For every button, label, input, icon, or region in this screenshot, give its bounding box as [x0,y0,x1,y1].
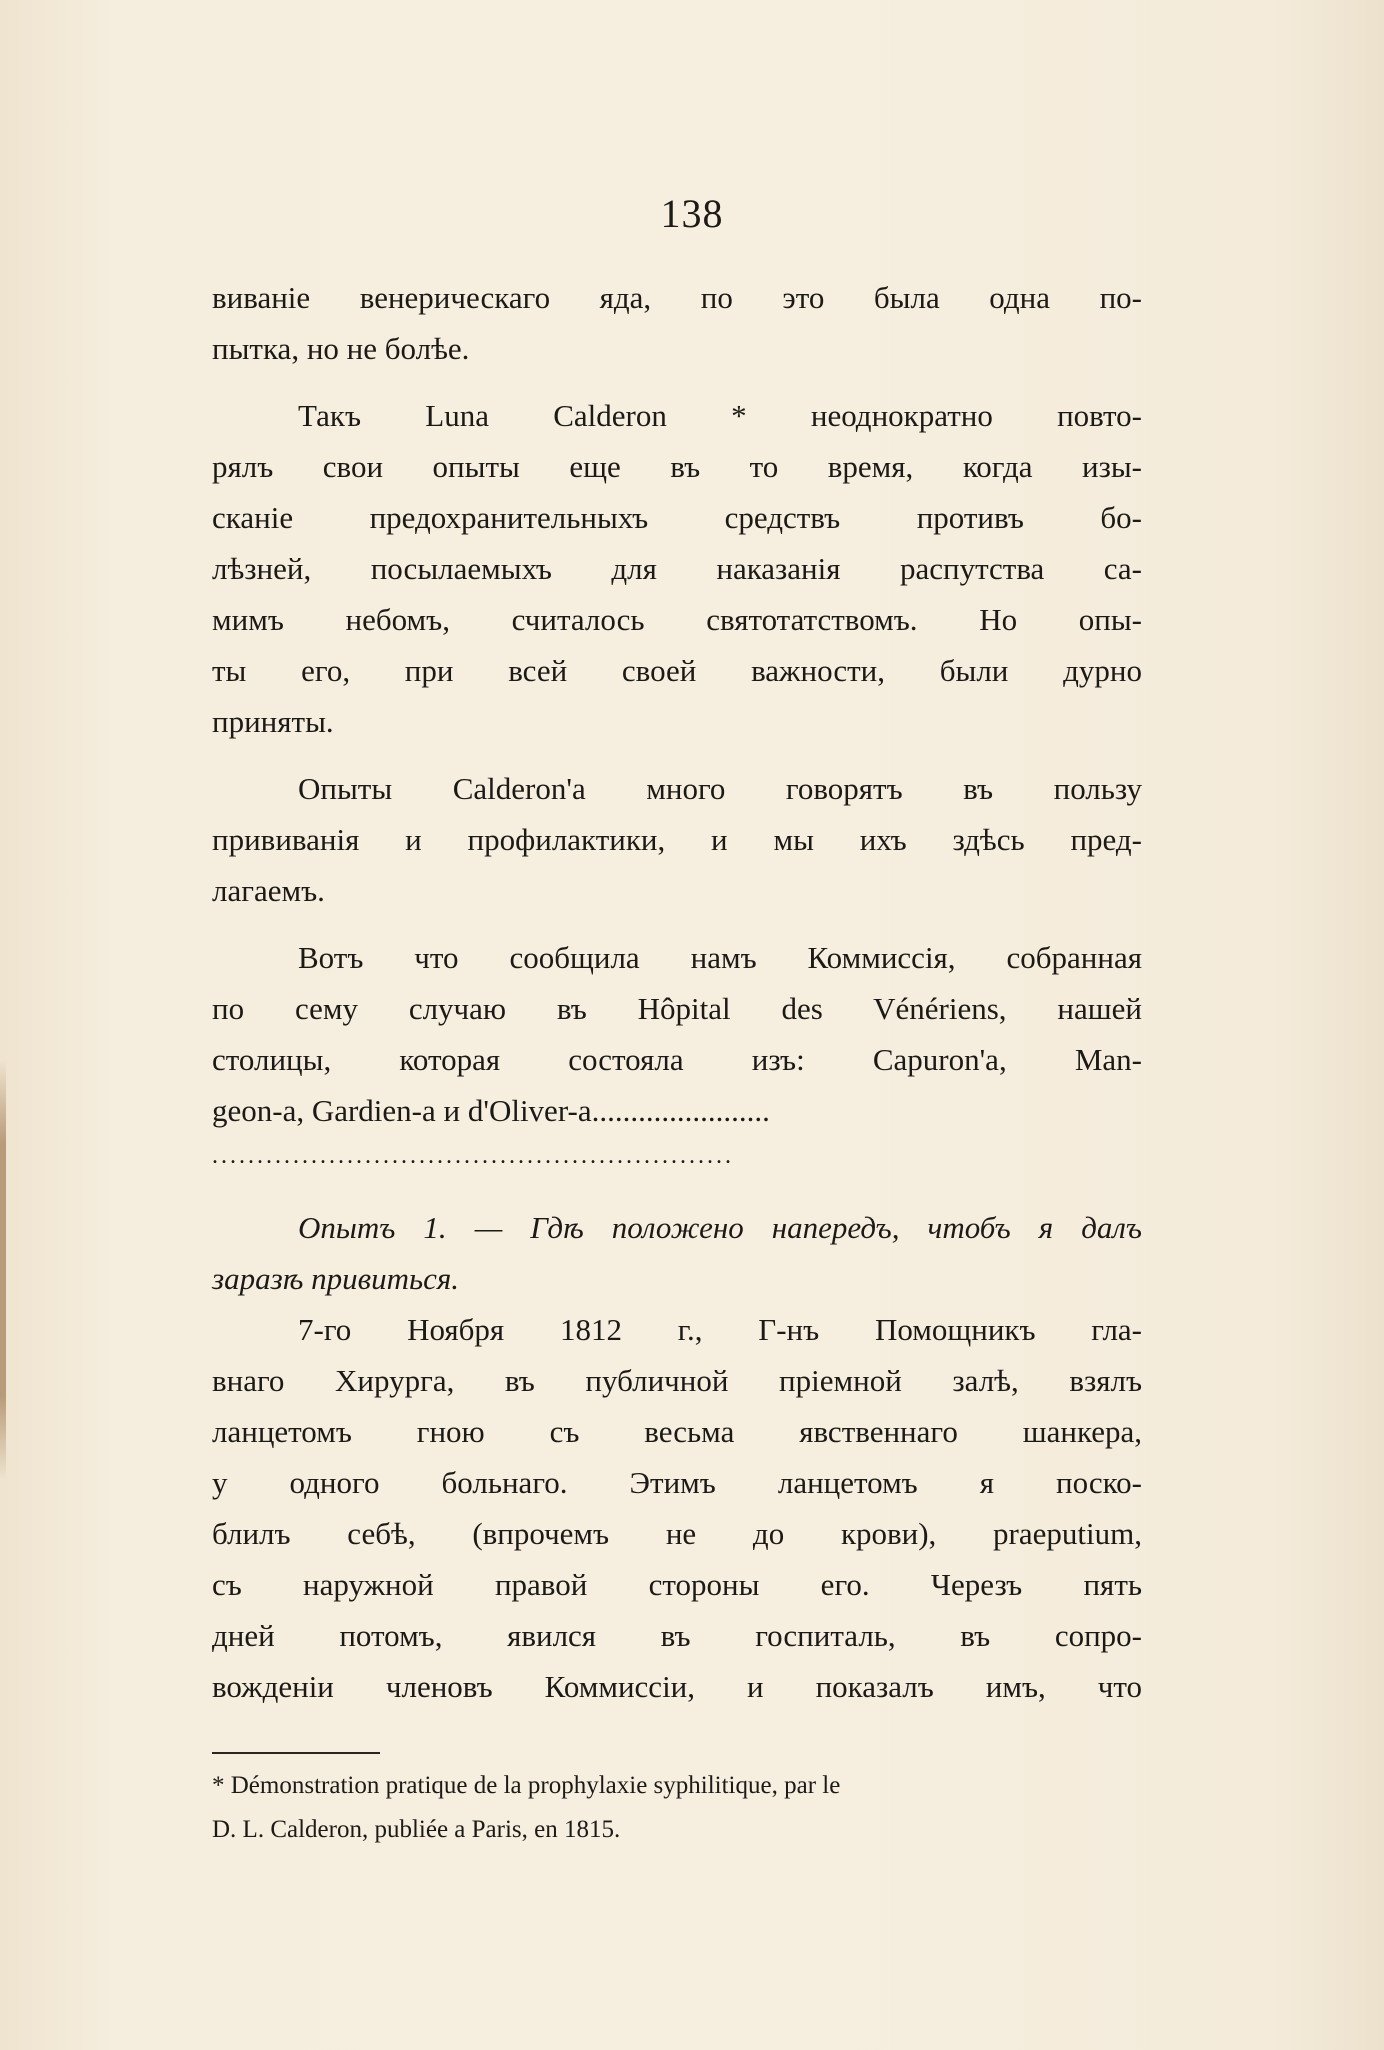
text-line: блилъ себѣ, (впрочемъ не до крови), praeputium, [212,1516,1142,1551]
paragraph-start: Такъ Luna Calderon * неоднократно повто- [298,398,1142,433]
text-line: лѣзней, посылаемыхъ для наказанія распутства са- [212,551,1142,586]
text-line: ты его, при всей своей важности, были дурно [212,653,1142,688]
text-line: съ наружной правой стороны его. Черезъ пять [212,1567,1142,1602]
text-line: лагаемъ. [212,873,325,908]
experiment-heading: Опытъ 1. — Гдѣ положено напередъ, чтобъ я далъ [298,1210,1142,1245]
text-line: виваніе венерическаго яда, по это была одна по- [212,280,1142,315]
paragraph-start: Опыты Calderon'а много говорятъ въ пользу [298,771,1142,806]
text-line-dotted: geon-а, Gardien-а и d'Oliver-а....................... [212,1093,770,1128]
paragraph-start: Вотъ что сообщила намъ Коммиссія, собранная [298,940,1142,975]
text-line: у одного больнаго. Этимъ ланцетомъ я поско- [212,1465,1142,1500]
binding-edge [0,1060,6,1480]
text-line: мимъ небомъ, считалось святотатствомъ. Но опы- [212,602,1142,637]
text-line: ланцетомъ гною съ весьма явственнаго шанкера, [212,1414,1142,1449]
text-line: дней потомъ, явился въ госпиталь, въ сопро- [212,1618,1142,1653]
text-line: столицы, которая состояла изъ: Capuron'а, Man- [212,1042,1142,1077]
experiment-heading-cont: заразѣ привиться. [212,1261,459,1296]
paragraph-start: 7-го Ноября 1812 г., Г-нъ Помощникъ гла- [298,1312,1142,1347]
footnote-line: D. L. Calderon, publiée a Paris, en 1815. [212,1816,621,1843]
footnote [212,1764,1142,1852]
footnote-line: * Démonstration pratique de la prophylaxie syphilitique, par le [212,1772,841,1799]
text-line: по сему случаю въ Hôpital des Vénériens, нашей [212,991,1142,1026]
text-line: пытка, но не болѣе. [212,331,470,366]
page-number: 138 [660,191,724,236]
text-line: приняты. [212,704,334,739]
text-line: вожденіи членовъ Коммиссіи, и показалъ имъ, что [212,1669,1142,1704]
text-line: внаго Хирурга, въ публичной пріемной залѣ, взялъ [212,1363,1142,1398]
text-line: сканіе предохранительныхъ средствъ противъ бо- [212,500,1142,535]
body-text [212,272,1142,1712]
footnote-rule [212,1752,380,1754]
text-line: рялъ свои опыты еще въ то время, когда изы- [212,449,1142,484]
text-line: прививанія и профилактики, и мы ихъ здѣсь пред- [212,822,1142,857]
dotted-separator: .......................................................... [212,1143,734,1169]
